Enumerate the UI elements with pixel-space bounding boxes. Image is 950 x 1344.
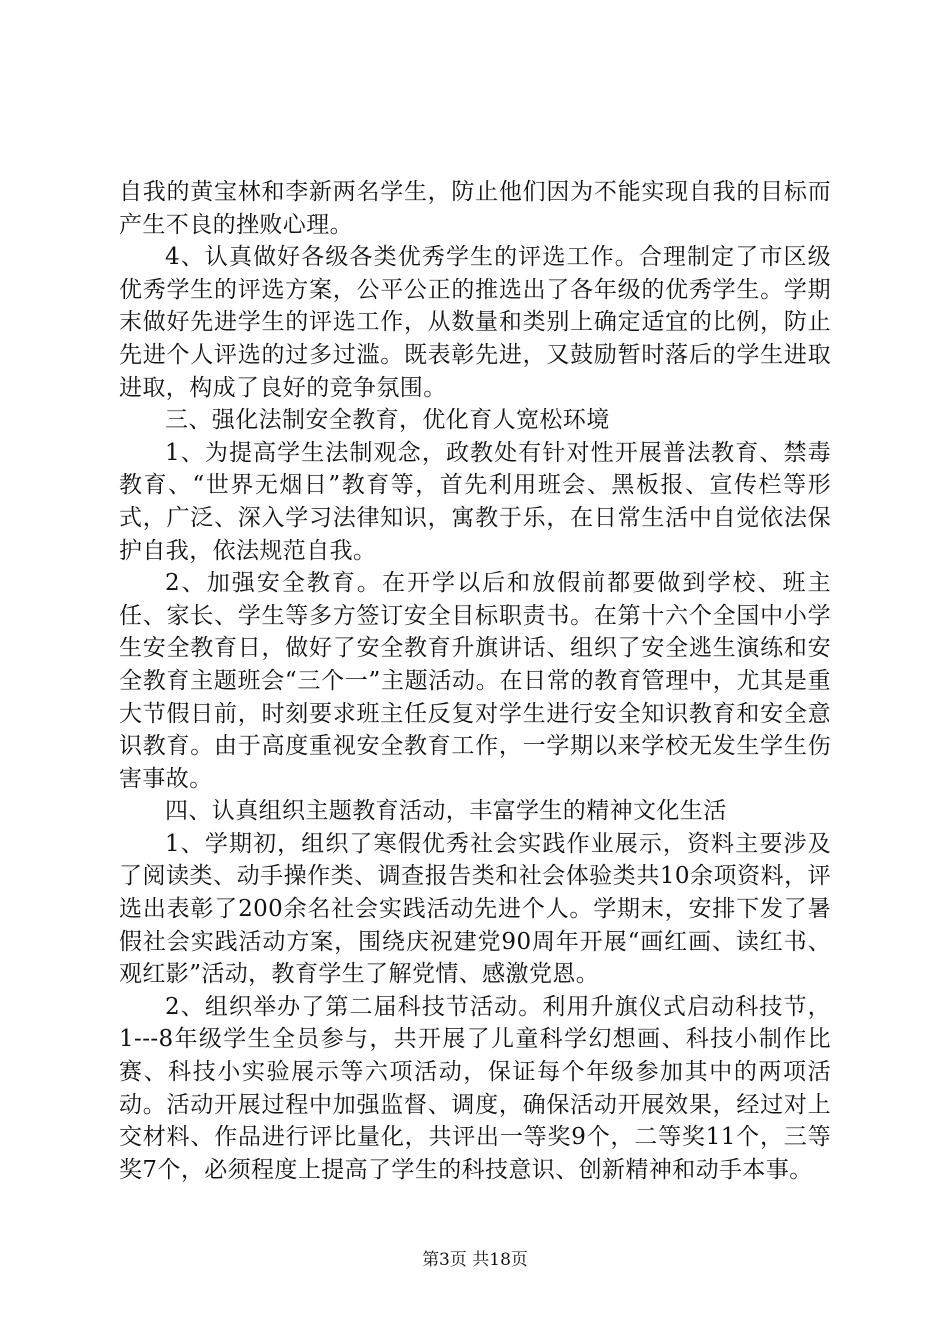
section-heading: 三、强化法制安全教育，优化育人宽松环境 — [165, 407, 610, 434]
paragraph: 1、学期初，组织了寒假优秀社会实践作业展示，资料主要涉及了阅读类、动手操作类、调查报告类和社会体验类共10余项资料，评选出表彰了200余名社会实践活动先进个人。学期末，安排下发了暑假社会实践活动方案，围绕庆祝建党90周年开展“画红画、读红书、观红影”活动，教育学生了解党情、感激党恩。 — [119, 830, 831, 988]
body-text — [119, 176, 831, 1186]
paragraph: 4、认真做好各级各类优秀学生的评选工作。合理制定了市区级优秀学生的评选方案，公平公正的推选出了各年级的优秀学生。学期末做好先进学生的评选工作，从数量和类别上确定适宜的比例，防止先进个人评选的过多过滥。既表彰先进，又鼓励暂时落后的学生进取进取，构成了良好的竞争氛围。 — [119, 244, 831, 401]
paragraph: 自我的黄宝林和李新两名学生，防止他们因为不能实现自我的目标而产生不良的挫败心理。 — [119, 179, 831, 238]
paragraph: 2、加强安全教育。在开学以后和放假前都要做到学校、班主任、家长、学生等多方签订安全目标职责书。在第十六个全国中小学生安全教育日，做好了安全教育升旗讲话、组织了安全逃生演练和安全教育主题班会“三个一”主题活动。在日常的教育管理中，尤其是重大节假日前，时刻要求班主任反复对学生进行安全知识教育和安全意识教育。由于高度重视安全教育工作，一学期以来学校无发生学生伤害事故。 — [119, 570, 831, 792]
paragraph: 1、为提高学生法制观念，政教处有针对性开展普法教育、禁毒教育、“世界无烟日”教育等，首先利用班会、黑板报、宣传栏等形式，广泛、深入学习法律知识，寓教于乐，在日常生活中自觉依法保护自我，依法规范自我。 — [119, 439, 831, 564]
paragraph: 2、组织举办了第二届科技节活动。利用升旗仪式启动科技节，1---8年级学生全员参与，共开展了儿童科学幻想画、科技小制作比赛、科技小实验展示等六项活动，保证每个年级参加其中的两项活动。活动开展过程中加强监督、调度，确保活动开展效果，经过对上交材料、作品进行评比量化，共评出一等奖9个，二等奖11个，三等奖7个，必须程度上提高了学生的科技意识、创新精神和动手本事。 — [119, 993, 831, 1183]
page-footer: 第3页 共18页 — [422, 1250, 528, 1270]
section-heading: 四、认真组织主题教育活动，丰富学生的精神文化生活 — [165, 798, 727, 825]
